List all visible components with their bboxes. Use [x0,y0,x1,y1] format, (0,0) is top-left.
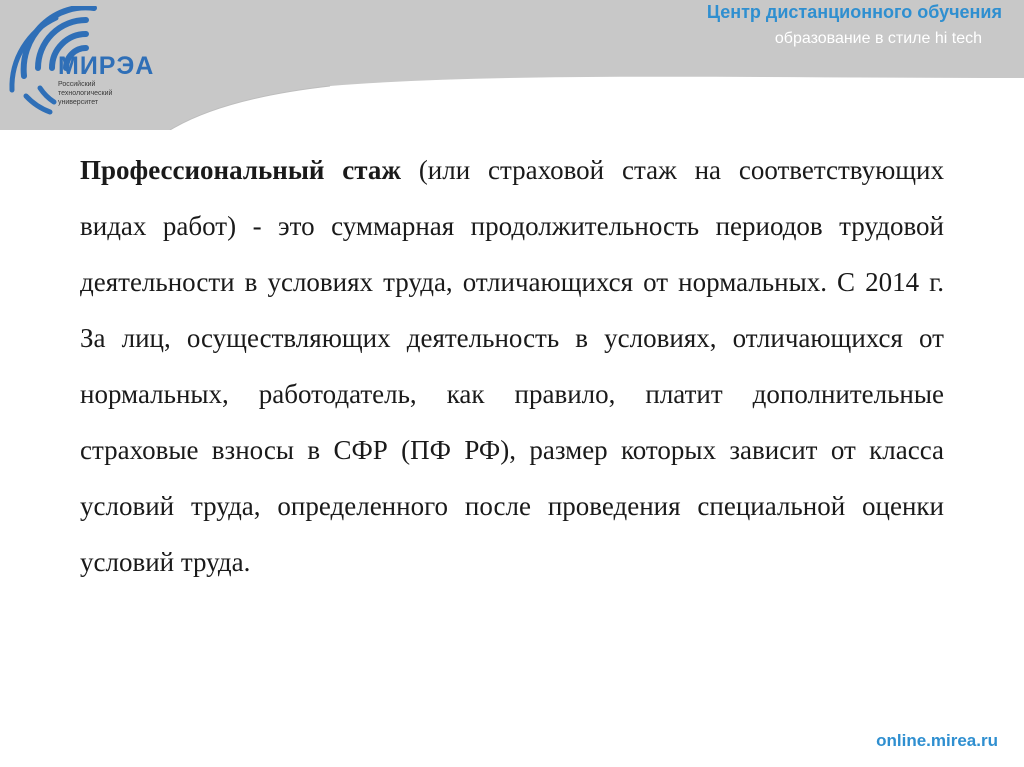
definition-text: (или страховой стаж на соответствующих видах работ) - это суммарная продолжительность периодов трудовой деятельности в условиях труда, отличающихся от нормальных. С 2014 г. За лиц, осуществляющих деятельность в условиях, отличающихся от нормальных, работодатель, как правило, платит дополнительные страховые взносы в [80,155,945,465]
paragraph-tail: , размер которых зависит от класса условий труда, определенного после проведения специальной оценки условий труда. [80,435,944,577]
main-paragraph [80,142,944,590]
footer-url[interactable]: online.mirea.ru [876,731,998,750]
logo-wordmark: МИРЭА [58,52,155,80]
header-subtitle: образование в стиле hi tech [774,30,982,47]
fund-name: СФР (ПФ РФ) [333,435,510,465]
header-title: Центр дистанционного обучения [706,2,1002,22]
term-bold: Профессиональный стаж [80,155,401,185]
logo-subtitle: Российский технологический университет [58,81,113,106]
